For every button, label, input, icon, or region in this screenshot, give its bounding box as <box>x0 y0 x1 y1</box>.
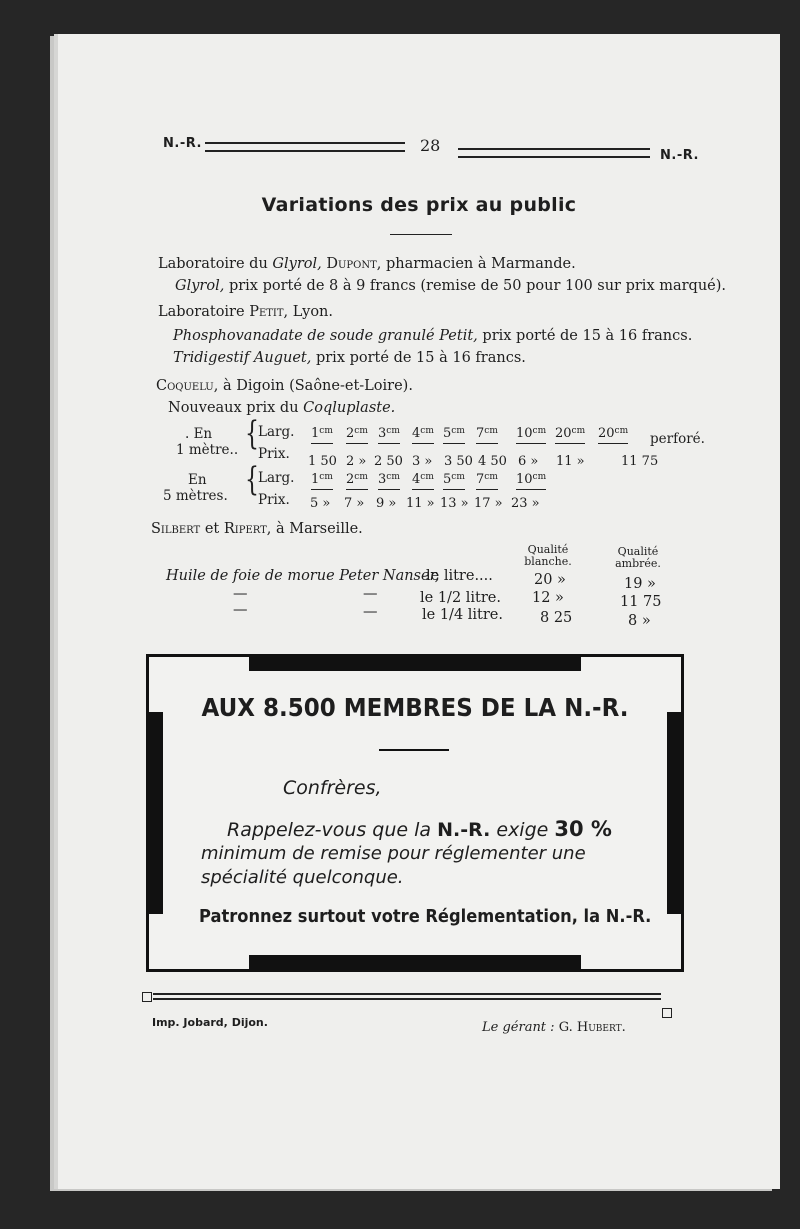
header-rule-left <box>205 142 405 152</box>
huile-row3-ambree: 8 » <box>628 613 651 629</box>
row1-width-text-2: $3^{cm}$ <box>378 426 400 444</box>
row1-width-4 <box>443 426 465 441</box>
huile-row1-blanche: 20 » <box>534 572 566 588</box>
row1-width-text-4: $5^{cm}$ <box>443 426 465 444</box>
row1-width-8 <box>598 426 628 441</box>
row2-width-1 <box>346 472 368 487</box>
row1-price-2: 2 50 <box>374 454 403 469</box>
footer-rule <box>153 993 661 1000</box>
title-rule <box>390 234 452 235</box>
row2-price-1: 7 » <box>344 496 365 511</box>
row1-width-1 <box>346 426 368 441</box>
row2-width-unit-0: cm <box>319 472 333 482</box>
silbert-line: Silbert et Ripert, à Marseille. <box>151 521 363 537</box>
footer-rule-right-end <box>662 1008 672 1018</box>
petit-line3: Tridigestif Auguet, prix porté de 15 à 16 francs. <box>173 350 526 366</box>
huile-row1-label: le litre.... <box>426 568 493 584</box>
row2-width-text-6: $10^{cm}$ <box>516 472 546 490</box>
row1-width-unit-5: cm <box>484 426 498 436</box>
huile-row2-dash1: — <box>233 586 248 602</box>
row1-larg: Larg. <box>258 424 295 440</box>
box-left-bar <box>149 712 163 914</box>
row1-width-text-3: $4^{cm}$ <box>412 426 434 444</box>
row2-width-5 <box>476 472 498 487</box>
huile-row3-dash2: — <box>363 604 378 620</box>
row2-width-unit-2: cm <box>386 472 400 482</box>
row1-price-0: 1 50 <box>308 454 337 469</box>
row1-width-2 <box>378 426 400 441</box>
row2-width-text-5: $7^{cm}$ <box>476 472 498 490</box>
box-bottom-bar <box>249 955 581 969</box>
huile-row3-dash1: — <box>233 602 248 618</box>
row2-brace: { <box>245 461 259 499</box>
row1-width-7 <box>555 426 585 441</box>
document-page <box>58 34 780 1189</box>
row1-price-7: 11 » <box>556 454 585 469</box>
row2-label-a: En <box>188 472 207 488</box>
row2-width-unit-1: cm <box>354 472 368 482</box>
row1-width-0 <box>311 426 333 441</box>
page-title: Variations des prix au public <box>261 194 577 216</box>
col-blanche-header: Qualité blanche. <box>524 543 572 568</box>
row2-width-unit-6: cm <box>532 472 547 482</box>
perfore-label: perforé. <box>650 431 705 447</box>
row1-width-unit-2: cm <box>386 426 400 436</box>
box-ornament <box>379 749 449 751</box>
row1-width-text-6: $10^{cm}$ <box>516 426 546 444</box>
page-number: 28 <box>420 136 441 155</box>
row1-width-unit-7: cm <box>571 426 586 436</box>
row1-label-b: 1 mètre.. <box>176 442 239 458</box>
coquelu-line1: Coquelu, à Digoin (Saône-et-Loire). <box>156 378 413 394</box>
box-right-bar <box>667 712 681 914</box>
row1-width-text-0: $1^{cm}$ <box>311 426 333 444</box>
row1-price-1: 2 » <box>346 454 367 469</box>
row1-width-6 <box>516 426 546 441</box>
row1-width-3 <box>412 426 434 441</box>
row1-width-text-1: $2^{cm}$ <box>346 426 368 444</box>
header-rule-right <box>458 148 650 158</box>
row1-width-unit-1: cm <box>354 426 368 436</box>
box-line3: spécialité quelconque. <box>201 867 404 888</box>
row1-label-a: . En <box>185 426 213 442</box>
box-closing: Patronnez surtout votre Réglementation, la N.-R. <box>199 907 652 927</box>
coquelu-line2: Nouveaux prix du Coqluplaste. <box>168 400 396 416</box>
row2-price-4: 13 » <box>440 496 469 511</box>
petit-line1: Laboratoire Petit, Lyon. <box>158 304 334 320</box>
huile-product: Huile de foie de morue Peter Nanser, <box>166 568 440 584</box>
row2-price-0: 5 » <box>310 496 331 511</box>
row1-price-3: 3 » <box>412 454 433 469</box>
row2-width-6 <box>516 472 546 487</box>
row2-width-text-1: $2^{cm}$ <box>346 472 368 490</box>
row1-width-5 <box>476 426 498 441</box>
glyrol-line2: Glyrol, prix porté de 8 à 9 francs (remise de 50 pour 100 sur prix marqué). <box>175 278 727 294</box>
row2-width-text-3: $4^{cm}$ <box>412 472 434 490</box>
row1-width-unit-6: cm <box>532 426 547 436</box>
row1-width-text-5: $7^{cm}$ <box>476 426 498 444</box>
row1-prix: Prix. <box>258 446 290 462</box>
box-salutation: Confrères, <box>283 777 382 799</box>
row2-prix: Prix. <box>258 492 290 508</box>
row1-price-8: 11 75 <box>621 454 659 469</box>
row2-width-unit-3: cm <box>420 472 434 482</box>
huile-row2-ambree: 11 75 <box>620 594 662 610</box>
row1-width-unit-4: cm <box>451 426 465 436</box>
footer-rule-left-end <box>142 992 152 1002</box>
box-line2: minimum de remise pour réglementer une <box>201 843 586 864</box>
row2-width-3 <box>412 472 434 487</box>
huile-row1-ambree: 19 » <box>624 576 656 592</box>
row2-width-0 <box>311 472 333 487</box>
header-right: N.-R. <box>660 148 699 163</box>
row1-width-unit-8: cm <box>614 426 629 436</box>
col-ambree-header: Qualité ambrée. <box>615 545 661 570</box>
huile-row3-blanche: 8 25 <box>540 610 573 626</box>
row2-width-2 <box>378 472 400 487</box>
row2-width-unit-4: cm <box>451 472 465 482</box>
box-top-bar <box>249 657 581 671</box>
row1-width-unit-3: cm <box>420 426 434 436</box>
footer-gerant: Le gérant : G. Hubert. <box>482 1020 626 1035</box>
row2-width-4 <box>443 472 465 487</box>
huile-row3-label: le 1/4 litre. <box>422 607 503 623</box>
glyrol-line1: Laboratoire du Glyrol, Dupont, pharmacien à Marmande. <box>158 256 576 272</box>
row1-width-unit-0: cm <box>319 426 333 436</box>
row2-larg: Larg. <box>258 470 295 486</box>
row2-width-unit-5: cm <box>484 472 498 482</box>
footer-printer: Imp. Jobard, Dijon. <box>152 1016 268 1029</box>
row1-price-5: 4 50 <box>478 454 507 469</box>
row1-width-text-8: $20^{cm}$ <box>598 426 628 444</box>
row2-price-2: 9 » <box>376 496 397 511</box>
row2-price-3: 11 » <box>406 496 435 511</box>
huile-row2-dash2: — <box>363 586 378 602</box>
row2-width-text-0: $1^{cm}$ <box>311 472 333 490</box>
header-left: N.-R. <box>163 136 202 151</box>
row1-price-6: 6 » <box>518 454 539 469</box>
row2-width-text-2: $3^{cm}$ <box>378 472 400 490</box>
row1-width-text-7: $20^{cm}$ <box>555 426 585 444</box>
row2-label-b: 5 mètres. <box>163 488 228 504</box>
row2-width-text-4: $5^{cm}$ <box>443 472 465 490</box>
huile-row2-blanche: 12 » <box>532 590 564 606</box>
box-line1: Rappelez-vous que la N.-R. exige 30 % <box>227 817 612 841</box>
petit-line2: Phosphovanadate de soude granulé Petit, prix porté de 15 à 16 francs. <box>173 328 693 344</box>
box-heading: AUX 8.500 MEMBRES DE LA N.-R. <box>201 693 629 722</box>
huile-row2-label: le 1/2 litre. <box>420 590 501 606</box>
row2-price-6: 23 » <box>511 496 540 511</box>
row1-brace: { <box>245 415 259 453</box>
notice-box <box>146 654 684 972</box>
row1-price-4: 3 50 <box>444 454 473 469</box>
row2-price-5: 17 » <box>474 496 503 511</box>
